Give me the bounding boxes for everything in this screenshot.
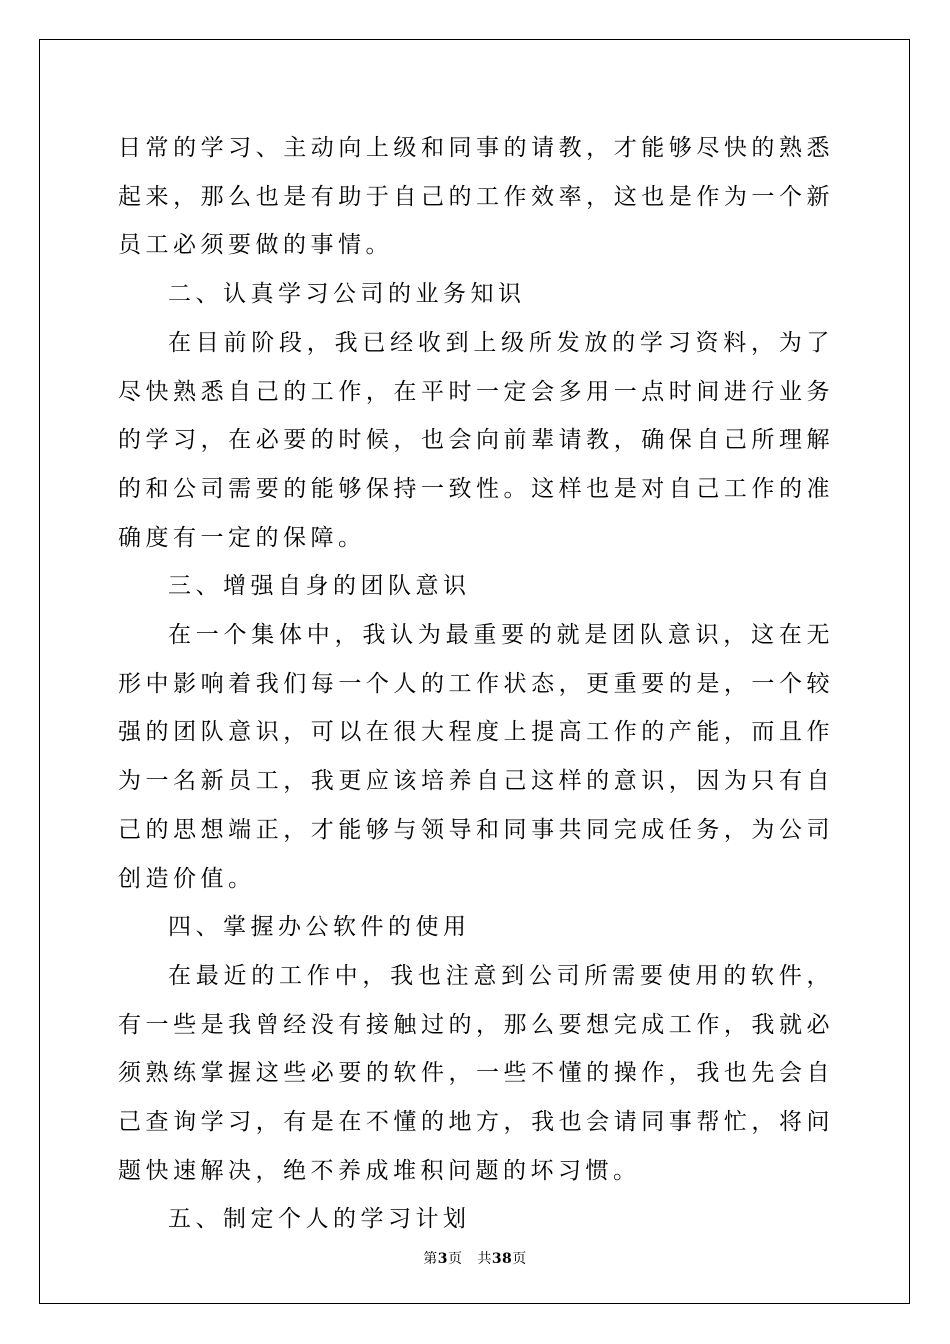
- total-prefix: 共: [477, 1251, 492, 1267]
- total-suffix: 页: [512, 1251, 527, 1267]
- section-heading: 四、掌握办公软件的使用: [168, 914, 471, 941]
- page-number: 3: [437, 1251, 448, 1267]
- section-heading: 三、增强自身的团队意识: [168, 573, 471, 600]
- section-heading: 五、制定个人的学习计划: [168, 1206, 471, 1233]
- section-heading: 二、认真学习公司的业务知识: [168, 281, 526, 308]
- document-body: [118, 124, 834, 1244]
- total-pages: 38: [491, 1251, 513, 1267]
- page-footer: [0, 1248, 950, 1268]
- paragraph: 在最近的工作中，我也注意到公司所需要使用的软件，有一些是我曾经没有接触过的，那么要想完成工作，我就必须熟练掌握这些必要的软件，一些不懂的操作，我也先会自己查询学习，有是在不懂的地方，我也会请同事帮忙，将问题快速解决，绝不养成堆积问题的坏习惯。: [118, 962, 834, 1184]
- paragraph: 日常的学习、主动向上级和同事的请教，才能够尽快的熟悉起来，那么也是有助于自己的工作效率，这也是作为一个新员工必须要做的事情。: [118, 135, 834, 259]
- paragraph: 在一个集体中，我认为最重要的就是团队意识，这在无形中影响着我们每一个人的工作状态，更重要的是，一个较强的团队意识，可以在很大程度上提高工作的产能，而且作为一名新员工，我更应该培养自己这样的意识，因为只有自己的思想端正，才能够与领导和同事共同完成任务，为公司创造价值。: [118, 622, 834, 892]
- paragraph: 在目前阶段，我已经收到上级所发放的学习资料，为了尽快熟悉自己的工作，在平时一定会多用一点时间进行业务的学习，在必要的时候，也会向前辈请教，确保自己所理解的和公司需要的能够保持一致性。这样也是对自己工作的准确度有一定的保障。: [118, 329, 834, 551]
- page-prefix: 第: [423, 1251, 438, 1267]
- page-suffix: 页: [447, 1251, 463, 1267]
